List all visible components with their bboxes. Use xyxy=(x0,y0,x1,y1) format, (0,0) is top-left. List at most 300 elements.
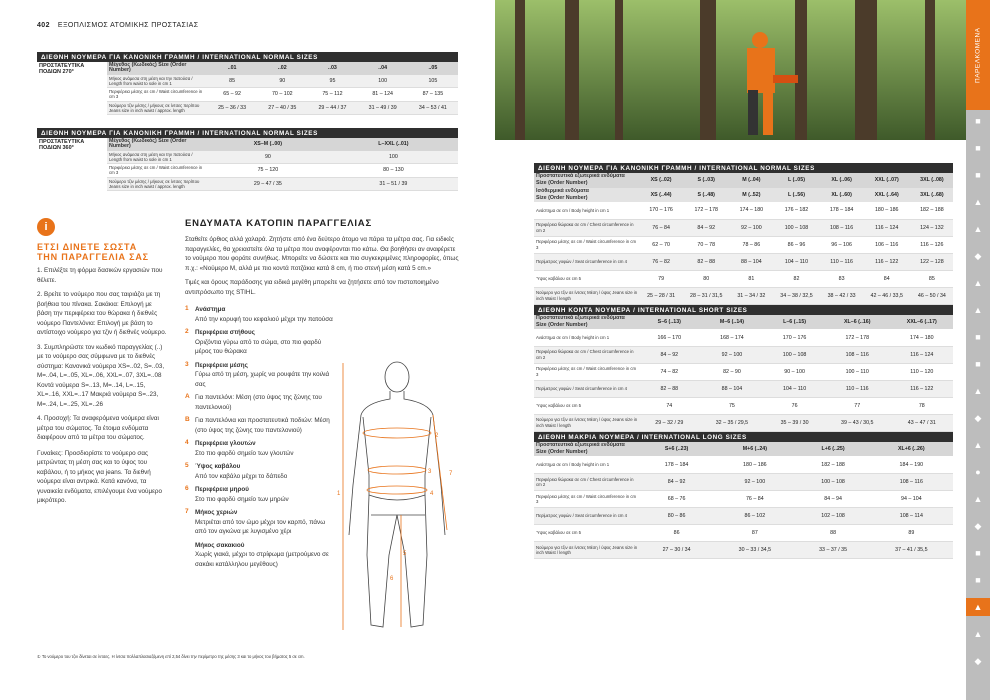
size-column-header: M (..04) xyxy=(742,177,761,184)
table-cell: 92 – 100 xyxy=(699,346,766,363)
size-column-header: S+6 (..23) xyxy=(664,446,689,453)
measurement-number: 1 xyxy=(185,305,189,312)
measurement-text xyxy=(195,305,333,324)
table-cell: 116 – 122 xyxy=(863,253,911,270)
garment-type: Προστατευτικά εξωτερικά ενδύματα xyxy=(536,441,625,448)
size-column-header: XS (..44) xyxy=(650,191,672,198)
table-cell: 116 – 124 xyxy=(863,219,911,236)
table-row xyxy=(534,414,953,431)
svg-text:5: 5 xyxy=(403,551,407,557)
long-sizes-grid xyxy=(534,442,953,559)
table-row xyxy=(534,490,953,507)
measurement-number: A xyxy=(185,393,190,400)
table-cell: 106 – 116 xyxy=(863,236,911,253)
measurement-text xyxy=(195,328,335,357)
table-cell: 88 – 104 xyxy=(730,253,772,270)
short-sizes-grid xyxy=(534,315,953,432)
table-cell: 76 – 84 xyxy=(640,219,682,236)
table-cell: 108 – 114 xyxy=(870,507,953,524)
measurement-text xyxy=(195,361,335,390)
table-cell: 34 – 53 / 41 xyxy=(408,101,458,115)
table-cell: 166 – 170 xyxy=(640,329,699,346)
table-cell: 184 – 190 xyxy=(870,456,953,473)
table-header-row xyxy=(534,173,953,180)
sidebar-category-icon[interactable]: ▲ xyxy=(973,197,983,207)
table-cell: 31 – 34 / 32 xyxy=(730,287,772,304)
size-column-header: XS–M (..00) xyxy=(253,141,283,148)
table-row xyxy=(534,253,953,270)
table-cell: 100 xyxy=(329,151,458,164)
table-cell: 75 – 112 xyxy=(307,88,357,102)
tip-item: 2. Βρείτε το νούμερο που σας ταιριάζει με τη βοήθεια του πίνακα. Σακάκια: Επιλογή με βάση την περιφέρεια του θώρακα ή διεθνές νούμερο Παντελόνια: Επιλογή με βάση το αντίστοιχο νούμερο για τζιν ή διεθνές νούμερο. xyxy=(37,291,167,336)
table-cell: 77 xyxy=(824,397,891,414)
table-cell: 65 – 92 xyxy=(207,88,257,102)
size-column-header: L (..05) xyxy=(787,177,805,184)
info-icon: i xyxy=(37,218,55,236)
measurement-number: 5 xyxy=(185,462,189,469)
body-measurement-figure xyxy=(335,355,460,645)
table-cell: 100 – 108 xyxy=(765,346,824,363)
table-cell: 96 – 106 xyxy=(821,236,863,253)
table-270-title: ΔΙΕΘΝΗ ΝΟΥΜΕΡΑ ΓΙΑ ΚΑΝΟΝΙΚΗ ΓΡΑΜΜΗ / INTERNATIONAL NORMAL SIZES xyxy=(37,52,458,62)
size-label: Size (Order Number) xyxy=(536,180,588,187)
sidebar-category-icon[interactable]: ■ xyxy=(975,170,981,180)
row-label: Περίμετρος γοφών / Seat circumference in cm 4 xyxy=(534,253,640,270)
row-label: Νούμερο τζιν μέσης / μήκους σε ίντσες περίπου Jeans size in inch waist / approx. length xyxy=(107,177,207,191)
sidebar-category-icon[interactable]: ▲ xyxy=(973,440,983,450)
size-column-header: XL+6 (..26) xyxy=(898,446,925,453)
table-row xyxy=(534,507,953,524)
table-cell: 110 – 116 xyxy=(821,253,863,270)
table-cell: 29 – 32 / 29 xyxy=(640,414,699,431)
table-cell: 81 – 124 xyxy=(358,88,408,102)
measurement-item xyxy=(185,393,335,412)
page-header xyxy=(37,22,198,29)
table-cell: 100 xyxy=(358,75,408,88)
table-cell: 79 xyxy=(640,270,682,287)
sidebar-category-icon[interactable]: ◆ xyxy=(974,250,982,261)
garment-type: Ισόθερμικά ενδύματα xyxy=(536,187,589,194)
size-column-header: XXL–6 (..17) xyxy=(906,318,937,325)
table-cell: 94 – 104 xyxy=(870,490,953,507)
table-row xyxy=(534,456,953,473)
table-cell: 174 – 180 xyxy=(730,202,772,219)
table-cell: 27 – 30 / 34 xyxy=(640,541,713,558)
measurement-description: Μετριέται από τον ώμο μέχρι τον καρπό, πάνω από τον αγκώνα με λυγισμένο χέρι xyxy=(195,518,326,535)
table-cell: 37 – 41 / 35,5 xyxy=(870,541,953,558)
row-label: Νούμερο τζιν μέσης / μήκους σε ίντσες περίπου Jeans size in inch waist / approx. length xyxy=(107,101,207,115)
row-label: Περιφέρεια θώρακα σε cm / Chest circumference in cm 2 xyxy=(534,473,640,490)
table-cell: 172 – 178 xyxy=(682,202,730,219)
table-270 xyxy=(37,52,458,115)
table-cell: 178 – 184 xyxy=(640,456,713,473)
table-cell: 174 – 180 xyxy=(891,329,953,346)
table-cell: 116 – 124 xyxy=(891,346,953,363)
table-cell: 75 xyxy=(699,397,766,414)
table-cell: 110 – 120 xyxy=(891,363,953,380)
measurement-item xyxy=(185,541,335,570)
table-cell: 46 – 50 / 34 xyxy=(911,287,953,304)
table-cell: 39 – 43 / 30,5 xyxy=(824,414,891,431)
table-270-grid xyxy=(37,62,458,115)
size-column-header: XXL (..07) xyxy=(874,177,899,184)
row-label: Ύψος καβάλου σε cm 5 xyxy=(534,270,640,287)
measurement-number xyxy=(185,541,195,570)
table-header-row xyxy=(37,138,458,151)
table-cell: 28 – 31 / 31,5 xyxy=(682,287,730,304)
product-name: ΠΡΟΣΤΑΤΕΥΤΙΚΑ ΠΟΔΙΩΝ 270° xyxy=(37,62,107,115)
row-label: Ύψος καβάλου σε cm 5 xyxy=(534,397,640,414)
table-cell: 29 – 44 / 37 xyxy=(307,101,357,115)
table-cell: 124 – 132 xyxy=(911,219,953,236)
table-row xyxy=(534,346,953,363)
tips-women-note: Γυναίκες: Προσδιορίστε το νούμερο σας μετρώντας τη μέση σας και το ύψος του καβάλου, ή το μήκος για jeans. Τα διεθνή νούμερα είναι αντρικά. Κατά κανόνα, τα γυναικεία ενδύματα, επιλέγουμε ένα νούμερο μικρότερο. xyxy=(37,449,162,504)
measurement-item xyxy=(185,305,335,324)
table-cell: 180 – 186 xyxy=(713,456,796,473)
tips-title-2: ΤΗΝ ΠΑΡΑΓΓΕΛΙΑ ΣΑΣ xyxy=(37,252,149,262)
table-cell: 100 – 108 xyxy=(796,473,869,490)
table-cell: 42 – 46 / 33,5 xyxy=(863,287,911,304)
table-cell: 105 xyxy=(408,75,458,88)
sidebar-category-icon[interactable]: ■ xyxy=(975,575,981,585)
sidebar-category-icon[interactable]: ● xyxy=(975,467,981,477)
table-cell: 88 – 104 xyxy=(699,380,766,397)
measurement-item xyxy=(185,439,335,458)
table-cell: 81 xyxy=(730,270,772,287)
measurement-number: 2 xyxy=(185,328,189,335)
table-cell: 110 – 116 xyxy=(824,380,891,397)
table-cell: 76 – 82 xyxy=(640,253,682,270)
table-cell: 80 – 130 xyxy=(329,164,458,178)
short-sizes-title: ΔΙΕΘΝΗ ΚΟΝΤΑ ΝΟΥΜΕΡΑ / INTERNATIONAL SHORT SIZES xyxy=(534,305,953,315)
measurement-number: 4 xyxy=(185,439,189,446)
table-cell: 100 – 108 xyxy=(772,219,820,236)
page-header-title: ΕΞΟΠΛΙΣΜΟΣ ΑΤΟΜΙΚΗΣ ΠΡΟΣΤΑΣΙΑΣ xyxy=(57,22,199,29)
table-header-row xyxy=(534,442,953,449)
product-name: ΠΡΟΣΤΑΤΕΥΤΙΚΑ ΠΟΔΙΩΝ 360° xyxy=(37,138,107,191)
table-cell: 92 – 100 xyxy=(713,473,796,490)
row-label: Περιφέρεια μέσης σε cm / Waist circumference in cm 3 xyxy=(107,88,207,102)
sidebar-category-icon[interactable]: ■ xyxy=(975,548,981,558)
table-header-row xyxy=(534,188,953,195)
table-cell: 182 – 188 xyxy=(911,202,953,219)
table-cell: 78 – 86 xyxy=(730,236,772,253)
table-cell: 82 – 88 xyxy=(682,253,730,270)
size-column-header: M+6 (..24) xyxy=(742,446,767,453)
table-cell: 87 – 135 xyxy=(408,88,458,102)
table-cell: 84 – 92 xyxy=(682,219,730,236)
table-cell: 90 xyxy=(207,151,329,164)
table-cell: 86 xyxy=(640,524,713,541)
table-cell: 70 – 78 xyxy=(682,236,730,253)
measurement-description: Οριζόντια γύρω από το σώμα, στο πιο φαρδύ μέρος του θώρακα xyxy=(195,338,322,355)
table-cell: 108 – 116 xyxy=(824,346,891,363)
table-row xyxy=(534,270,953,287)
sidebar-category-icon[interactable]: ▲ xyxy=(966,598,990,616)
normal-sizes-title: ΔΙΕΘΝΗ ΝΟΥΜΕΡΑ ΓΙΑ ΚΑΝΟΝΙΚΗ ΓΡΑΜΜΗ / INTERNATIONAL NORMAL SIZES xyxy=(534,163,953,173)
page-number: 402 xyxy=(37,22,50,29)
size-column-header: ..04 xyxy=(378,65,388,72)
size-column-header: ..02 xyxy=(277,65,287,72)
measurement-description: Για παντελόνι: Μέση (στο ύψος της ζώνης του παντελονιού) xyxy=(195,394,322,411)
table-cell: 95 xyxy=(307,75,357,88)
measurement-description: Στο πιο φαρδύ σημείο των μηρών xyxy=(195,495,289,503)
row-label: Ανάστημα σε cm / Body height in cm 1 xyxy=(534,329,640,346)
table-row xyxy=(534,541,953,558)
table-cell: 108 – 116 xyxy=(870,473,953,490)
measurement-title: Ύψος καβάλου xyxy=(195,463,241,470)
measurement-title: Περιφέρεια στήθους xyxy=(195,329,255,336)
table-cell: 90 xyxy=(257,75,307,88)
sidebar-category-icon[interactable]: ▲ xyxy=(973,278,983,288)
svg-text:1: 1 xyxy=(337,491,341,497)
table-cell: 92 – 100 xyxy=(730,219,772,236)
row-label: Περιφέρεια θώρακα σε cm / Chest circumference in cm 2 xyxy=(534,219,640,236)
measurement-description: Χωρίς γιακά, μέχρι το στρίφωμα (μετρούμενο σε σακάκι κατάλληλου μεγέθους) xyxy=(195,551,329,568)
table-cell: 80 xyxy=(682,270,730,287)
tip-item: 3. Συμπληρώστε τον κωδικό παραγγελίας (..) με το νούμερο σας σύμφωνα με το διεθνές σύστημα: Κανονικά νούμερα XS=..02, S=..03, M=..04, L=..05, XL=..06, XXL=..07, 3XL=..08 Κοντά νούμερα S=..13, M=..14, L=..15, XL=..16, XXL=..17 Μακριά νούμερα S=..23, M=..24, L=..25, XL=..26 xyxy=(37,343,165,408)
table-cell: 82 – 88 xyxy=(640,380,699,397)
svg-text:3: 3 xyxy=(428,469,432,475)
measurement-description: Γύρω από τη μέση, χωρίς να ρουφάτε την κοιλιά σας xyxy=(195,371,330,388)
row-label: Μήκος ανάμεσα στη μέση και την πατούσα / Length from waist to sole in cm 1 xyxy=(107,75,207,88)
table-cell: 74 xyxy=(640,397,699,414)
measurement-text xyxy=(195,416,335,435)
sidebar-category-icon[interactable]: ▲ xyxy=(973,494,983,504)
size-column-header: XL (..60) xyxy=(831,191,852,198)
measurement-number: B xyxy=(185,416,190,423)
size-column-header: XS (..02) xyxy=(650,177,672,184)
table-cell: 31 – 51 / 39 xyxy=(329,177,458,191)
measurement-text xyxy=(195,541,335,570)
size-column-header: XL–6 (..16) xyxy=(843,318,871,325)
custom-paragraph-2: Τιμές και όρους παράδοσης για ειδικά μεγέθη μπορείτε να ζητήσετε από τον πιστοποιημένο αντιπρόσωπο της STIHL. xyxy=(185,279,439,296)
table-cell: 25 – 36 / 33 xyxy=(207,101,257,115)
size-column-header: S–6 (..13) xyxy=(657,318,681,325)
svg-text:2: 2 xyxy=(435,433,439,439)
size-label: Μέγεθος (Κωδικός) Size (Order Number) xyxy=(109,62,187,74)
measurement-description: Για παντελόνια και προστατευτικά ποδιών: Μέση (στο ύψος της ζώνης του παντελονιού) xyxy=(195,417,330,434)
measurement-title: Μήκος σακακιού xyxy=(195,541,245,549)
table-cell: 170 – 176 xyxy=(765,329,824,346)
table-360 xyxy=(37,128,458,191)
table-cell: 34 – 38 / 32,5 xyxy=(772,287,820,304)
row-label: Περιφέρεια μέσης σε cm / Waist circumference in cm 3 xyxy=(107,164,207,178)
category-sidebar xyxy=(966,0,990,700)
row-label: Περιφέρεια θώρακα σε cm / Chest circumference in cm 2 xyxy=(534,346,640,363)
measurement-item xyxy=(185,462,335,481)
measurement-number: 7 xyxy=(185,508,189,515)
table-cell: 89 xyxy=(870,524,953,541)
sidebar-category-icon[interactable]: ◆ xyxy=(974,412,982,423)
measurement-list xyxy=(185,305,335,569)
sidebar-category-icon[interactable]: ■ xyxy=(975,332,981,342)
size-column-header: 3XL (..68) xyxy=(920,191,944,198)
table-360-title: ΔΙΕΘΝΗ ΝΟΥΜΕΡΑ ΓΙΑ ΚΑΝΟΝΙΚΗ ΓΡΑΜΜΗ / INTERNATIONAL NORMAL SIZES xyxy=(37,128,458,138)
table-cell: 80 – 86 xyxy=(640,507,713,524)
tips-title-1: ΕΤΣΙ ΔΙΝΕΤΕ ΣΩΣΤΑ xyxy=(37,242,137,252)
measurement-text xyxy=(195,485,289,504)
row-label: Περίμετρος γοφών / Seat circumference in cm 4 xyxy=(534,507,640,524)
garment-type: Προστατευτικά εξωτερικά ενδύματα xyxy=(536,173,625,179)
sidebar-category-icon[interactable]: ◆ xyxy=(974,520,982,531)
table-row xyxy=(534,363,953,380)
table-cell: 104 – 110 xyxy=(765,380,824,397)
table-cell: 68 – 76 xyxy=(640,490,713,507)
size-column-header: M–6 (..14) xyxy=(719,318,745,325)
measurement-title: Μήκος χεριών xyxy=(195,509,238,516)
sidebar-category-icon[interactable]: ▲ xyxy=(973,305,983,315)
table-cell: 74 – 82 xyxy=(640,363,699,380)
measurement-number: 6 xyxy=(185,485,189,492)
sidebar-category-icon[interactable]: ▲ xyxy=(973,629,983,639)
measurement-description: Στο πιο φαρδύ σημείο των γλουτών xyxy=(195,449,294,457)
table-row xyxy=(534,397,953,414)
size-column-header: L (..56) xyxy=(787,191,805,198)
sidebar-category-label[interactable]: ΠΑΡΕΛΚΟΜΕΝΑ xyxy=(966,0,990,110)
tip-item: 1. Επιλέξτε τη φόρμα δασικών εργασιών που θέλετε. xyxy=(37,267,163,284)
row-label: Νούμερο για τζιν σε ίντσες Μέση / ύψος Jeans size in inch Waist / length xyxy=(534,414,640,431)
table-cell: 182 – 188 xyxy=(796,456,869,473)
table-cell: 84 – 92 xyxy=(640,473,713,490)
order-tips xyxy=(37,218,167,506)
sidebar-category-icon[interactable]: ■ xyxy=(975,143,981,153)
table-cell: 168 – 174 xyxy=(699,329,766,346)
svg-text:4: 4 xyxy=(430,491,434,497)
sidebar-category-icon[interactable]: ▲ xyxy=(973,386,983,396)
table-cell: 122 – 128 xyxy=(911,253,953,270)
table-cell: 83 xyxy=(821,270,863,287)
row-label: Ύψος καβάλου σε cm 5 xyxy=(534,524,640,541)
right-tables xyxy=(534,163,953,559)
table-row xyxy=(534,473,953,490)
measurement-title: Περιφέρεια μηρού xyxy=(195,486,249,493)
table-cell: 62 – 70 xyxy=(640,236,682,253)
table-cell: 30 – 33 / 34,5 xyxy=(713,541,796,558)
table-cell: 31 – 49 / 39 xyxy=(358,101,408,115)
size-column-header: S (..03) xyxy=(697,177,715,184)
measurement-item xyxy=(185,328,335,357)
table-cell: 108 – 116 xyxy=(821,219,863,236)
table-cell: 85 xyxy=(207,75,257,88)
table-cell: 90 – 100 xyxy=(765,363,824,380)
row-label: Περιφέρεια μέσης σε cm / Waist circumference in cm 3 xyxy=(534,490,640,507)
table-360-grid xyxy=(37,138,458,191)
table-cell: 102 – 108 xyxy=(796,507,869,524)
size-label: Size (Order Number) xyxy=(536,321,588,328)
size-column-header: L–XXL (..01) xyxy=(378,141,409,148)
tips-list xyxy=(37,266,167,443)
measurement-item xyxy=(185,416,335,435)
forest-worker-photo xyxy=(495,0,966,140)
table-cell: 86 – 102 xyxy=(713,507,796,524)
measurement-text xyxy=(195,393,335,412)
table-cell: 84 – 94 xyxy=(796,490,869,507)
measurement-item xyxy=(185,361,335,390)
custom-paragraph-1: Σταθείτε όρθιος αλλά χαλαρά. Ζητήστε από ένα δεύτερο άτομο να πάρει τα μέτρα σας. Για ειδικές παραγγελίες, θα χρειαστείτε όλα τα μέτρα που αναφέρονται πιο κάτω. Θα βοηθήσει αν αναφέρετε το νούμερο που φοράτε συνήθως. Μπορείτε να δώσετε και πιο συγκεκριμένες πληροφορίες, όπως π.χ.: «Νούμερο M, αλλά με πιο κοντά ποτζάκια κατά 8 cm, ή πιο στενή μέση κατά 5 cm.» xyxy=(185,236,459,272)
table-row xyxy=(534,380,953,397)
sidebar-category-icon[interactable]: ◆ xyxy=(974,655,982,666)
svg-text:7: 7 xyxy=(449,471,453,477)
measurement-item xyxy=(185,508,335,537)
table-cell: 116 – 122 xyxy=(891,380,953,397)
table-cell: 82 xyxy=(772,270,820,287)
table-row xyxy=(534,524,953,541)
table-cell: 82 – 90 xyxy=(699,363,766,380)
table-row xyxy=(534,287,953,304)
table-cell: 43 – 47 / 31 xyxy=(891,414,953,431)
table-cell: 76 – 84 xyxy=(713,490,796,507)
table-cell: 84 xyxy=(863,270,911,287)
row-label: Νούμερο για τζιν σε ίντσες Μέση / ύψος Jeans size in inch Waist / length xyxy=(534,541,640,558)
size-column-header: ..03 xyxy=(328,65,337,72)
size-column-header: ..05 xyxy=(428,65,438,72)
size-label: Size (Order Number) xyxy=(536,194,588,201)
measurement-text xyxy=(195,508,335,537)
row-label: Ανάστημα σε cm / Body height in cm 1 xyxy=(534,456,640,473)
table-cell: 178 – 184 xyxy=(821,202,863,219)
normal-sizes-grid xyxy=(534,173,953,305)
measurement-title: Περιφέρεια γλουτών xyxy=(195,440,256,447)
row-label: Μήκος ανάμεσα στη μέση και την πατούσα / Length from waist to sole in cm 1 xyxy=(107,151,207,164)
size-column-header: ..01 xyxy=(227,65,237,72)
custom-title: ΕΝΔΥΜΑΤΑ ΚΑΤΟΠΙΝ ΠΑΡΑΓΓΕΛΙΑΣ xyxy=(185,218,372,229)
footnote: ① Το νούμερο του τζιν δίνεται σε ίντσες. Η ίντσα πολλαπλασιαζόμενη επί 2,54 δίνει την περίμετρο της μέσης 3 και το μήκος του βήματος 5 σε cm. xyxy=(37,654,305,659)
table-cell: 170 – 176 xyxy=(640,202,682,219)
table-cell: 88 xyxy=(796,524,869,541)
table-cell: 104 – 110 xyxy=(772,253,820,270)
table-cell: 29 – 47 / 35 xyxy=(207,177,329,191)
size-column-header: XXL (..64) xyxy=(874,191,899,198)
table-cell: 87 xyxy=(713,524,796,541)
table-cell: 25 – 28 / 31 xyxy=(640,287,682,304)
size-column-header: S (..48) xyxy=(697,191,715,198)
sidebar-category-icon[interactable]: ▲ xyxy=(973,224,983,234)
table-cell: 100 – 110 xyxy=(824,363,891,380)
long-sizes-title: ΔΙΕΘΝΗ ΜΑΚΡΙΑ ΝΟΥΜΕΡΑ / INTERNATIONAL LONG SIZES xyxy=(534,432,953,442)
table-row xyxy=(534,329,953,346)
size-column-header: 3XL (..08) xyxy=(920,177,944,184)
table-cell: 76 xyxy=(765,397,824,414)
row-label: Περιφέρεια μέσης σε cm / Waist circumference in cm 3 xyxy=(534,363,640,380)
row-label: Περιφέρεια μέσης σε cm / Waist circumference in cm 3 xyxy=(534,236,640,253)
table-cell: 70 – 102 xyxy=(257,88,307,102)
table-row xyxy=(534,236,953,253)
table-cell: 84 – 92 xyxy=(640,346,699,363)
table-header-row xyxy=(37,62,458,75)
table-cell: 78 xyxy=(891,397,953,414)
measurement-text xyxy=(195,462,287,481)
table-cell: 27 – 40 / 35 xyxy=(257,101,307,115)
size-column-header: L–6 (..15) xyxy=(783,318,807,325)
size-column-header: M (..52) xyxy=(742,191,761,198)
tip-item: 4. Προσοχή: Τα αναφερόμενα νούμερα είναι μέτρα του σώματος. Τα έτοιμα ενδύματα διαφέρουν από τα μέτρα του σώματος. xyxy=(37,415,159,441)
measurement-description: Από τον καβάλο μέχρι το δάπεδο xyxy=(195,472,288,480)
table-cell: 172 – 178 xyxy=(824,329,891,346)
table-cell: 35 – 39 / 30 xyxy=(765,414,824,431)
measurement-item xyxy=(185,485,335,504)
size-column-header: XL (..06) xyxy=(831,177,852,184)
table-cell: 86 – 96 xyxy=(772,236,820,253)
table-cell: 180 – 186 xyxy=(863,202,911,219)
sidebar-category-icon[interactable]: ■ xyxy=(975,116,981,126)
garment-type: Προστατευτικά εξωτερικά ενδύματα xyxy=(536,314,625,321)
table-cell: 75 – 120 xyxy=(207,164,329,178)
sidebar-category-icon[interactable]: ■ xyxy=(975,359,981,369)
measurement-description: Από την κορυφή του κεφαλιού μέχρι την πατούσα xyxy=(195,315,333,323)
table-cell: 176 – 182 xyxy=(772,202,820,219)
measurement-number: 3 xyxy=(185,360,189,368)
